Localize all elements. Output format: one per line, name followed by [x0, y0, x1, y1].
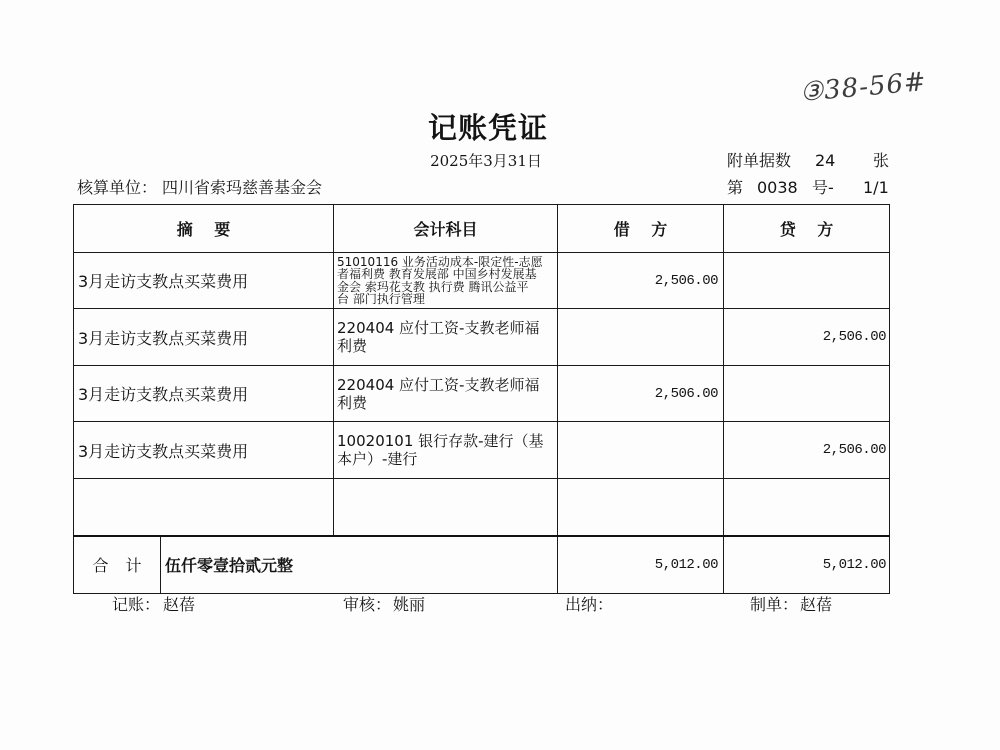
row-account	[334, 253, 558, 309]
table-row	[74, 422, 890, 479]
row-credit: 2,506.00	[724, 422, 890, 479]
total-credit: 5,012.00	[724, 536, 890, 594]
total-label: 合 计	[74, 536, 161, 594]
voucher-table	[73, 204, 890, 594]
account-line: 220404 应付工资-支教老师福	[337, 319, 540, 337]
row-debit	[558, 479, 724, 536]
row-account	[334, 479, 558, 536]
attachments-label: 附单据数	[727, 151, 792, 170]
voucher-title: 记账凭证	[427, 111, 548, 145]
account-line: 台 部门执行管理	[337, 292, 425, 306]
col-header-debit: 借 方	[558, 205, 724, 253]
attachments-unit: 张	[873, 151, 890, 170]
table-row	[74, 309, 890, 366]
voucher-no-suffix: 号-	[812, 178, 834, 197]
row-summary: 3月走访支教点买菜费用	[74, 253, 334, 309]
row-account	[334, 422, 558, 479]
reviewer-label: 审核：	[343, 595, 392, 614]
row-debit: 2,506.00	[558, 253, 724, 309]
handwritten-note: ③38-56#	[798, 66, 928, 108]
preparer-name: 赵蓓	[800, 595, 833, 614]
preparer-label: 制单：	[750, 595, 799, 614]
attachments-count: 24	[815, 151, 836, 170]
reviewer-name: 姚丽	[393, 595, 426, 614]
row-summary: 3月走访支教点买菜费用	[74, 366, 334, 422]
table-row	[74, 366, 890, 422]
account-line: 利费	[337, 337, 368, 355]
page-indicator: 1/1	[863, 178, 889, 197]
row-debit	[558, 309, 724, 366]
row-credit	[724, 479, 890, 536]
cashier-label: 出纳：	[565, 595, 614, 614]
col-header-credit: 贷 方	[724, 205, 890, 253]
col-header-summary: 摘 要	[74, 205, 334, 253]
table-header-row	[74, 205, 890, 253]
unit-label: 核算单位：	[77, 178, 158, 197]
voucher-number: 0038	[757, 178, 798, 197]
row-account	[334, 366, 558, 422]
row-account	[334, 309, 558, 366]
voucher-no-prefix: 第	[727, 178, 744, 197]
account-line: 利费	[337, 393, 368, 412]
table-row-empty	[74, 479, 890, 536]
total-debit: 5,012.00	[558, 536, 724, 594]
row-summary	[74, 479, 334, 536]
row-credit: 2,506.00	[724, 309, 890, 366]
col-header-account: 会计科目	[334, 205, 558, 253]
row-credit	[724, 366, 890, 422]
row-debit	[558, 422, 724, 479]
account-line: 10020101 银行存款-建行（基	[337, 432, 544, 450]
account-line: 本户）-建行	[337, 450, 418, 468]
table-row	[74, 253, 890, 309]
total-amount-in-words: 伍仟零壹拾贰元整	[161, 536, 558, 594]
row-summary: 3月走访支教点买菜费用	[74, 309, 334, 366]
row-debit: 2,506.00	[558, 366, 724, 422]
account-line: 220404 应付工资-支教老师福	[337, 375, 540, 394]
account-line: 51010116 业务活动成本-限定性-志愿	[337, 254, 543, 269]
account-line: 者福利费 教育发展部 中国乡村发展基	[337, 267, 537, 281]
voucher-date: 2025年3月31日	[430, 152, 542, 170]
account-line: 金会 索玛花支教 执行费 腾讯公益平	[337, 279, 529, 294]
bookkeeper-label: 记账：	[112, 595, 161, 614]
unit-name: 四川省索玛慈善基金会	[162, 178, 323, 197]
table-total-row	[74, 536, 890, 594]
row-summary: 3月走访支教点买菜费用	[74, 422, 334, 479]
row-credit	[724, 253, 890, 309]
bookkeeper-name: 赵蓓	[163, 595, 196, 614]
